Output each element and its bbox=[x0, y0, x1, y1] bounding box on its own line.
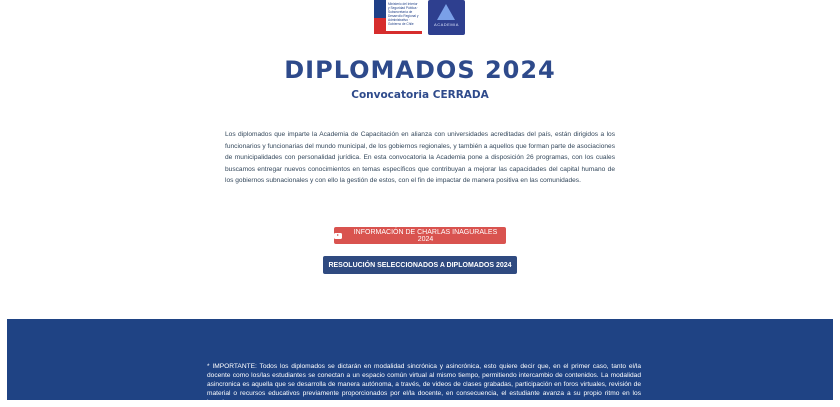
page-subtitle: Convocatoria CERRADA bbox=[351, 89, 489, 101]
logo-group bbox=[374, 0, 465, 36]
resolucion-seleccionados-button[interactable]: RESOLUCIÓN SELECCIONADOS A DIPLOMADOS 2024 bbox=[323, 256, 517, 274]
page-title: DIPLOMADOS 2024 bbox=[284, 56, 556, 84]
academia-logo-text: ACADEMIA bbox=[434, 22, 459, 27]
intro-paragraph: Los diplomados que imparte la Academia de Capacitación en alianza con universidades acreditadas del país, están dirigidos a los funcionarios y funcionarias del mundo municipal, de los gobiernos regionales, y también a aquellos que forman parte de asociaciones de municipalidades con personalidad jurídica. En esta convocatoria la Academia pone a disposición 26 programas, con los cuales buscamos entregar nuevos conocimientos en temas específicos que contribuyan a mejorar las capacidades del capital humano de los gobiernos subnacionales y con ello la gestión de estos, con el fin de impactar de manera positiva en las comunidades. bbox=[225, 131, 615, 184]
academia-logo[interactable] bbox=[428, 0, 465, 35]
charlas-inaugurales-label: INFORMACIÓN DE CHARLAS INAGURALES 2024 bbox=[353, 228, 498, 243]
gobierno-de-chile-logo[interactable] bbox=[374, 0, 422, 34]
important-panel bbox=[7, 319, 833, 406]
logo-red-block bbox=[374, 18, 386, 31]
logo-blue-block bbox=[374, 0, 386, 18]
youtube-icon bbox=[334, 233, 342, 239]
important-notice: * IMPORTANTE: Todos los diplomados se dictarán en modalidad sincrónica y asincrónica, esto quiere decir que, en el primer caso, tanto el/la docente como los/las estudiantes se conectan a un espacio común virtual al mismo tiempo, permitiendo intercambio de contenidos. La modalidad asincronica es aquella que se desarrolla de manera autónoma, a través, de videos de clases grabadas, participación en foros virtuales, revisión de material o recursos educativos previamente proporcionados por el/la docente, en consecuencia, el estudiante avanza a su propio ritmo en los horarios que bbox=[207, 363, 641, 406]
charlas-inaugurales-button[interactable] bbox=[334, 227, 506, 244]
gobierno-logo-text: Ministerio del Interior y Seguridad Pública · Subsecretaría de Desarrollo Regional y Administrativo · Gobierno de Chile bbox=[388, 2, 419, 26]
academia-mountain-icon bbox=[437, 4, 455, 20]
